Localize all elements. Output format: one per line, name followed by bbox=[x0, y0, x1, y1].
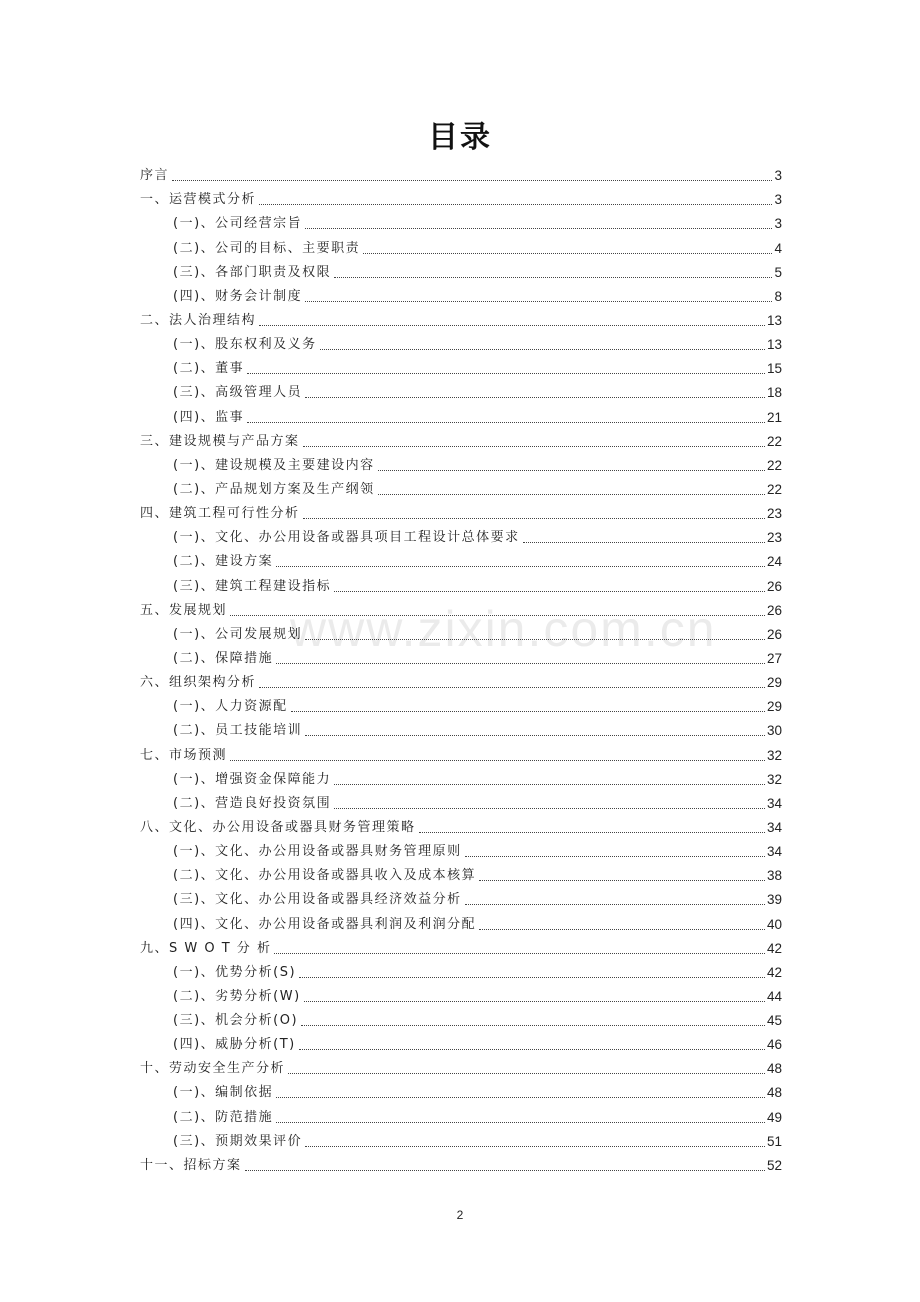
toc-entry-page: 22 bbox=[766, 433, 782, 449]
toc-entry[interactable] bbox=[140, 474, 782, 498]
toc-entry-label: (四)、文化、办公用设备或器具利润及利润分配 bbox=[173, 916, 477, 932]
toc-entry[interactable] bbox=[140, 522, 782, 546]
toc-entry-label: 四、建筑工程可行性分析 bbox=[140, 506, 300, 522]
page-number: 2 bbox=[456, 1208, 464, 1222]
toc-leader-dots bbox=[305, 396, 765, 398]
toc-entry-label: (三)、机会分析(O) bbox=[173, 1013, 299, 1029]
table-of-contents bbox=[140, 160, 782, 1174]
toc-leader-dots bbox=[276, 565, 765, 567]
toc-entry[interactable] bbox=[140, 739, 782, 763]
toc-entry-page: 3 bbox=[774, 192, 782, 208]
toc-entry[interactable] bbox=[140, 377, 782, 401]
toc-entry-label: (一)、公司发展规划 bbox=[173, 626, 303, 642]
toc-entry-page: 32 bbox=[766, 747, 782, 763]
toc-entry[interactable] bbox=[140, 812, 782, 836]
toc-entry-page: 42 bbox=[766, 940, 782, 956]
toc-leader-dots bbox=[245, 1169, 765, 1171]
toc-leader-dots bbox=[334, 807, 765, 809]
toc-leader-dots bbox=[320, 348, 765, 350]
toc-entry-label: 一、运营模式分析 bbox=[140, 192, 257, 208]
toc-entry[interactable] bbox=[140, 257, 782, 281]
toc-entry[interactable] bbox=[140, 691, 782, 715]
toc-entry-label: (三)、建筑工程建设指标 bbox=[173, 578, 332, 594]
toc-leader-dots bbox=[305, 1145, 765, 1147]
toc-entry-page: 26 bbox=[766, 578, 782, 594]
toc-entry-page: 27 bbox=[766, 650, 782, 666]
toc-entry-page: 51 bbox=[766, 1133, 782, 1149]
toc-leader-dots bbox=[363, 252, 772, 254]
toc-entry-label: (二)、产品规划方案及生产纲领 bbox=[173, 481, 375, 497]
toc-entry[interactable] bbox=[140, 450, 782, 474]
toc-leader-dots bbox=[259, 686, 765, 688]
toc-entry-page: 32 bbox=[766, 771, 782, 787]
toc-leader-dots bbox=[303, 445, 765, 447]
toc-leader-dots bbox=[288, 1072, 765, 1074]
toc-entry-page: 21 bbox=[766, 409, 782, 425]
toc-entry-page: 13 bbox=[766, 337, 782, 353]
toc-leader-dots bbox=[305, 638, 765, 640]
toc-entry[interactable] bbox=[140, 160, 782, 184]
toc-entry-label: 九、S W O T 分 析 bbox=[140, 940, 272, 956]
toc-entry-page: 48 bbox=[766, 1085, 782, 1101]
toc-entry-page: 30 bbox=[766, 723, 782, 739]
toc-entry[interactable] bbox=[140, 401, 782, 425]
toc-entry[interactable] bbox=[140, 908, 782, 932]
toc-entry[interactable] bbox=[140, 836, 782, 860]
toc-leader-dots bbox=[465, 855, 765, 857]
toc-leader-dots bbox=[276, 1121, 765, 1123]
toc-entry-page: 52 bbox=[766, 1157, 782, 1173]
toc-entry-page: 4 bbox=[774, 240, 782, 256]
toc-entry-label: (四)、监事 bbox=[173, 409, 245, 425]
toc-entry-label: (三)、文化、办公用设备或器具经济效益分析 bbox=[173, 892, 462, 908]
toc-leader-dots bbox=[299, 976, 765, 978]
toc-entry-page: 48 bbox=[766, 1061, 782, 1077]
toc-entry-page: 38 bbox=[766, 868, 782, 884]
toc-entry-label: 七、市场预测 bbox=[140, 747, 228, 763]
toc-entry-page: 18 bbox=[766, 385, 782, 401]
toc-entry-page: 22 bbox=[766, 457, 782, 473]
toc-entry-page: 26 bbox=[766, 626, 782, 642]
toc-leader-dots bbox=[230, 614, 765, 616]
toc-entry-page: 46 bbox=[766, 1037, 782, 1053]
toc-entry-label: 十一、招标方案 bbox=[140, 1157, 242, 1173]
toc-entry-label: 二、法人治理结构 bbox=[140, 312, 257, 328]
toc-entry-page: 3 bbox=[774, 216, 782, 232]
toc-leader-dots bbox=[304, 1000, 765, 1002]
toc-entry-label: (二)、文化、办公用设备或器具收入及成本核算 bbox=[173, 868, 477, 884]
toc-entry[interactable] bbox=[140, 1101, 782, 1125]
toc-entry[interactable] bbox=[140, 1029, 782, 1053]
toc-entry-label: (三)、高级管理人员 bbox=[173, 385, 303, 401]
toc-entry-label: (三)、各部门职责及权限 bbox=[173, 264, 332, 280]
toc-entry-label: (二)、员工技能培训 bbox=[173, 723, 303, 739]
toc-entry[interactable] bbox=[140, 281, 782, 305]
toc-entry[interactable] bbox=[140, 1053, 782, 1077]
toc-entry-label: (一)、建设规模及主要建设内容 bbox=[173, 457, 375, 473]
toc-entry[interactable] bbox=[140, 498, 782, 522]
toc-entry-label: (一)、人力资源配 bbox=[173, 699, 288, 715]
toc-entry[interactable] bbox=[140, 884, 782, 908]
toc-entry-label: (二)、保障措施 bbox=[173, 650, 274, 666]
toc-entry-label: (三)、预期效果评价 bbox=[173, 1133, 303, 1149]
toc-leader-dots bbox=[378, 493, 765, 495]
toc-entry-page: 29 bbox=[766, 699, 782, 715]
toc-entry-label: (四)、财务会计制度 bbox=[173, 288, 303, 304]
toc-entry-label: 十、劳动安全生产分析 bbox=[140, 1061, 286, 1077]
toc-entry-page: 23 bbox=[766, 506, 782, 522]
toc-entry-page: 34 bbox=[766, 819, 782, 835]
toc-entry-page: 8 bbox=[774, 288, 782, 304]
toc-leader-dots bbox=[334, 276, 772, 278]
toc-entry[interactable] bbox=[140, 570, 782, 594]
toc-entry-page: 13 bbox=[766, 312, 782, 328]
toc-leader-dots bbox=[301, 1024, 765, 1026]
toc-entry-page: 34 bbox=[766, 844, 782, 860]
toc-entry-page: 26 bbox=[766, 602, 782, 618]
toc-entry[interactable] bbox=[140, 1150, 782, 1174]
toc-entry[interactable] bbox=[140, 957, 782, 981]
toc-entry-page: 45 bbox=[766, 1013, 782, 1029]
watermark: www.zixin.com.cn bbox=[290, 601, 717, 657]
toc-entry-label: 序言 bbox=[140, 168, 170, 184]
toc-entry-label: 五、发展规划 bbox=[140, 602, 228, 618]
toc-entry-page: 34 bbox=[766, 795, 782, 811]
toc-entry[interactable] bbox=[140, 1005, 782, 1029]
toc-leader-dots bbox=[419, 831, 765, 833]
toc-entry-label: (二)、防范措施 bbox=[173, 1109, 274, 1125]
toc-entry-label: (一)、增强资金保障能力 bbox=[173, 771, 332, 787]
toc-entry-label: (二)、公司的目标、主要职责 bbox=[173, 240, 361, 256]
toc-entry[interactable] bbox=[140, 305, 782, 329]
toc-entry[interactable] bbox=[140, 1077, 782, 1101]
toc-leader-dots bbox=[274, 952, 765, 954]
toc-leader-dots bbox=[303, 517, 765, 519]
toc-entry-page: 40 bbox=[766, 916, 782, 932]
toc-entry-label: 三、建设规模与产品方案 bbox=[140, 433, 300, 449]
toc-entry[interactable] bbox=[140, 788, 782, 812]
toc-entry-label: (一)、公司经营宗旨 bbox=[173, 216, 303, 232]
toc-entry-page: 5 bbox=[774, 264, 782, 280]
toc-entry-label: 八、文化、办公用设备或器具财务管理策略 bbox=[140, 819, 416, 835]
toc-entry-page: 24 bbox=[766, 554, 782, 570]
toc-entry-page: 39 bbox=[766, 892, 782, 908]
toc-entry[interactable] bbox=[140, 981, 782, 1005]
toc-entry-label: (一)、文化、办公用设备或器具财务管理原则 bbox=[173, 844, 462, 860]
toc-entry-label: (四)、威胁分析(T) bbox=[173, 1037, 296, 1053]
toc-entry[interactable] bbox=[140, 643, 782, 667]
toc-leader-dots bbox=[334, 590, 765, 592]
toc-leader-dots bbox=[305, 227, 772, 229]
toc-entry-page: 15 bbox=[766, 361, 782, 377]
toc-leader-dots bbox=[523, 541, 765, 543]
toc-leader-dots bbox=[247, 372, 765, 374]
toc-entry[interactable] bbox=[140, 208, 782, 232]
toc-entry-label: (一)、优势分析(S) bbox=[173, 964, 297, 980]
toc-entry[interactable] bbox=[140, 329, 782, 353]
toc-entry-label: (一)、编制依据 bbox=[173, 1085, 274, 1101]
toc-entry[interactable] bbox=[140, 715, 782, 739]
toc-leader-dots bbox=[276, 662, 765, 664]
toc-entry-page: 44 bbox=[766, 988, 782, 1004]
toc-leader-dots bbox=[247, 421, 765, 423]
toc-entry-label: (二)、劣势分析(W) bbox=[173, 988, 301, 1004]
toc-leader-dots bbox=[479, 879, 765, 881]
toc-leader-dots bbox=[291, 710, 765, 712]
toc-leader-dots bbox=[465, 903, 765, 905]
toc-entry[interactable] bbox=[140, 426, 782, 450]
toc-entry[interactable] bbox=[140, 933, 782, 957]
toc-leader-dots bbox=[276, 1096, 765, 1098]
toc-leader-dots bbox=[479, 928, 765, 930]
toc-leader-dots bbox=[259, 324, 765, 326]
toc-entry[interactable] bbox=[140, 1126, 782, 1150]
toc-entry[interactable] bbox=[140, 595, 782, 619]
page-title: 目录 bbox=[428, 120, 492, 155]
toc-entry[interactable] bbox=[140, 232, 782, 256]
toc-entry-label: (二)、营造良好投资氛围 bbox=[173, 795, 332, 811]
toc-entry-label: (一)、文化、办公用设备或器具项目工程设计总体要求 bbox=[173, 530, 520, 546]
toc-leader-dots bbox=[334, 783, 765, 785]
toc-entry-page: 23 bbox=[766, 530, 782, 546]
toc-leader-dots bbox=[305, 300, 772, 302]
toc-leader-dots bbox=[305, 734, 765, 736]
toc-entry-page: 42 bbox=[766, 964, 782, 980]
toc-entry-page: 29 bbox=[766, 675, 782, 691]
toc-entry[interactable] bbox=[140, 667, 782, 691]
toc-leader-dots bbox=[230, 759, 765, 761]
toc-entry[interactable] bbox=[140, 619, 782, 643]
toc-entry-page: 3 bbox=[774, 168, 782, 184]
toc-leader-dots bbox=[378, 469, 765, 471]
toc-entry[interactable] bbox=[140, 353, 782, 377]
toc-entry-label: (二)、建设方案 bbox=[173, 554, 274, 570]
toc-leader-dots bbox=[172, 179, 772, 181]
toc-leader-dots bbox=[299, 1048, 765, 1050]
toc-leader-dots bbox=[259, 203, 772, 205]
toc-entry[interactable] bbox=[140, 860, 782, 884]
toc-entry[interactable] bbox=[140, 546, 782, 570]
toc-entry-label: (二)、董事 bbox=[173, 361, 245, 377]
toc-entry-page: 49 bbox=[766, 1109, 782, 1125]
toc-entry-page: 22 bbox=[766, 481, 782, 497]
toc-entry-label: 六、组织架构分析 bbox=[140, 675, 257, 691]
toc-entry[interactable] bbox=[140, 764, 782, 788]
toc-entry[interactable] bbox=[140, 184, 782, 208]
toc-entry-label: (一)、股东权利及义务 bbox=[173, 337, 317, 353]
